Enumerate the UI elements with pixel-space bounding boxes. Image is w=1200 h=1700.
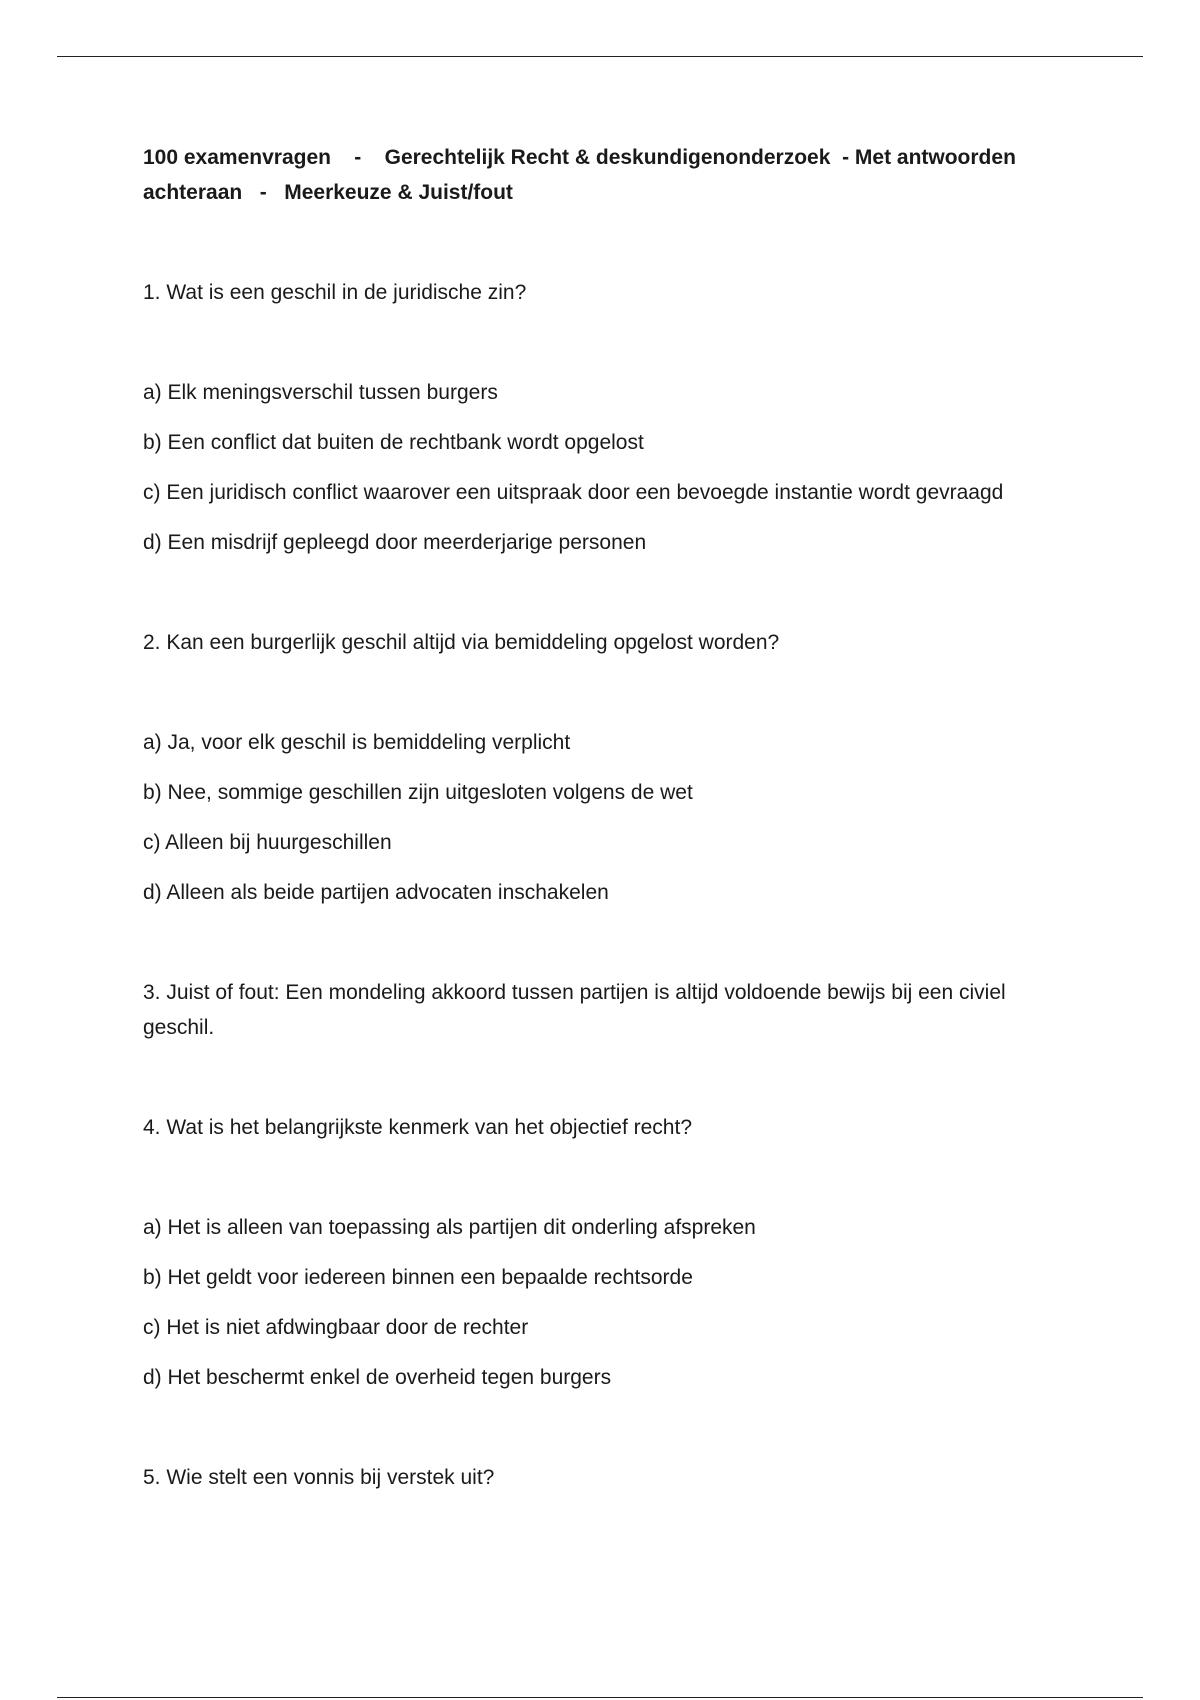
question-1-option-b: b) Een conflict dat buiten de rechtbank wordt opgelost: [143, 431, 644, 454]
bottom-rule: [57, 1697, 1143, 1698]
question-4-option-a: a) Het is alleen van toepassing als partijen dit onderling afspreken: [143, 1216, 756, 1239]
question-1-option-c: c) Een juridisch conflict waarover een uitspraak door een bevoegde instantie wordt gevraagd: [143, 481, 1004, 504]
question-2-option-c: c) Alleen bij huurgeschillen: [143, 831, 392, 854]
question-2-option-b: b) Nee, sommige geschillen zijn uitgesloten volgens de wet: [143, 781, 693, 804]
question-1-option-d: d) Een misdrijf gepleegd door meerderjarige personen: [143, 531, 647, 554]
question-5: 5. Wie stelt een vonnis bij verstek uit?: [143, 1466, 495, 1489]
question-4-option-c: c) Het is niet afdwingbaar door de rechter: [143, 1316, 529, 1339]
question-2-option-d: d) Alleen als beide partijen advocaten inschakelen: [143, 881, 609, 904]
page-content: [143, 140, 1063, 1495]
question-1-option-a: a) Elk meningsverschil tussen burgers: [143, 381, 498, 404]
question-4: 4. Wat is het belangrijkste kenmerk van het objectief recht?: [143, 1116, 692, 1139]
question-4-option-b: b) Het geldt voor iedereen binnen een bepaalde rechtsorde: [143, 1266, 693, 1289]
top-rule: [57, 56, 1143, 57]
question-3: 3. Juist of fout: Een mondeling akkoord tussen partijen is altijd voldoende bewijs bij een civiel geschil.: [143, 981, 1006, 1039]
question-1: 1. Wat is een geschil in de juridische zin?: [143, 281, 527, 304]
question-4-option-d: d) Het beschermt enkel de overheid tegen burgers: [143, 1366, 612, 1389]
document-title: 100 examenvragen - Gerechtelijk Recht & deskundigenonderzoek - Met antwoorden achteraan - Meerkeuze & Juist/fout: [143, 146, 1022, 204]
question-2: 2. Kan een burgerlijk geschil altijd via bemiddeling opgelost worden?: [143, 631, 780, 654]
question-2-option-a: a) Ja, voor elk geschil is bemiddeling verplicht: [143, 731, 571, 754]
